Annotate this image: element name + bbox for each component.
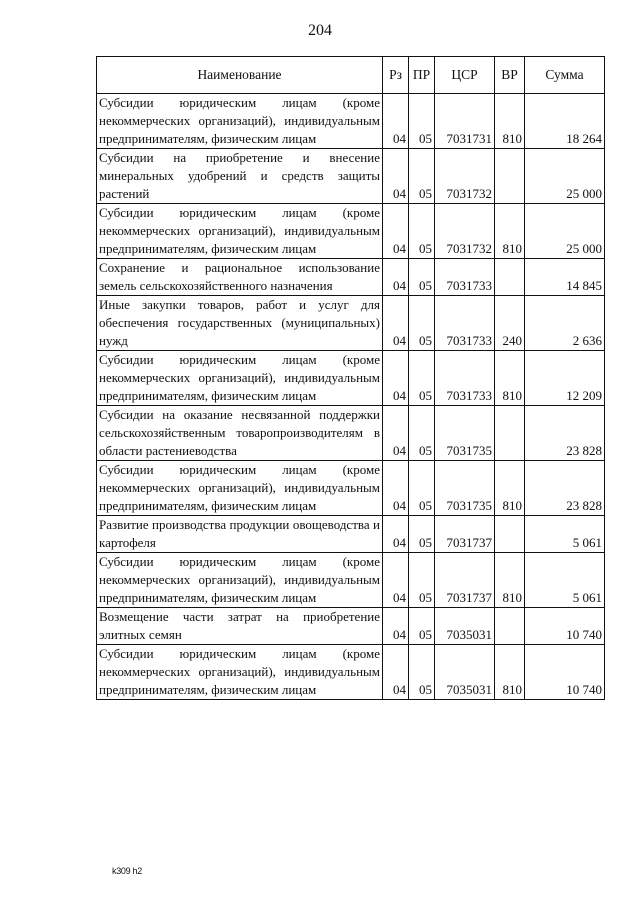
row-name: Субсидии на приобретение и внесение минеральных удобрений и средств защиты растений — [97, 149, 383, 204]
row-csr: 7031733 — [435, 259, 495, 296]
row-sum: 12 209 — [525, 351, 605, 406]
row-csr: 7035031 — [435, 608, 495, 645]
row-rz: 04 — [383, 296, 409, 351]
header-sum: Сумма — [525, 57, 605, 94]
row-vr: 810 — [495, 204, 525, 259]
row-name: Иные закупки товаров, работ и услуг для обеспечения государственных (муниципальных) нужд — [97, 296, 383, 351]
row-rz: 04 — [383, 351, 409, 406]
row-vr: 810 — [495, 351, 525, 406]
row-name: Развитие производства продукции овощеводства и картофеля — [97, 516, 383, 553]
row-rz: 04 — [383, 645, 409, 700]
table-row — [97, 351, 605, 406]
table-row — [97, 645, 605, 700]
row-rz: 04 — [383, 608, 409, 645]
row-vr: 810 — [495, 461, 525, 516]
row-vr — [495, 516, 525, 553]
row-sum: 5 061 — [525, 516, 605, 553]
row-vr: 810 — [495, 553, 525, 608]
row-csr: 7035031 — [435, 645, 495, 700]
row-rz: 04 — [383, 406, 409, 461]
row-pr: 05 — [409, 259, 435, 296]
row-vr: 810 — [495, 645, 525, 700]
row-sum: 25 000 — [525, 149, 605, 204]
table-row — [97, 406, 605, 461]
row-name: Субсидии юридическим лицам (кроме некоммерческих организаций), индивидуальным предпринимателям, физическим лицам — [97, 645, 383, 700]
row-name: Субсидии юридическим лицам (кроме некоммерческих организаций), индивидуальным предпринимателям, физическим лицам — [97, 461, 383, 516]
row-sum: 10 740 — [525, 645, 605, 700]
table-row — [97, 553, 605, 608]
row-pr: 05 — [409, 94, 435, 149]
row-sum: 23 828 — [525, 461, 605, 516]
table-row — [97, 94, 605, 149]
row-vr — [495, 608, 525, 645]
row-sum: 10 740 — [525, 608, 605, 645]
table-row — [97, 461, 605, 516]
row-vr — [495, 259, 525, 296]
page-number: 204 — [308, 22, 332, 39]
header-name: Наименование — [97, 57, 383, 94]
row-pr: 05 — [409, 351, 435, 406]
row-name: Возмещение части затрат на приобретение элитных семян — [97, 608, 383, 645]
row-pr: 05 — [409, 204, 435, 259]
row-csr: 7031732 — [435, 204, 495, 259]
row-pr: 05 — [409, 406, 435, 461]
row-rz: 04 — [383, 553, 409, 608]
row-csr: 7031737 — [435, 553, 495, 608]
row-csr: 7031732 — [435, 149, 495, 204]
row-rz: 04 — [383, 516, 409, 553]
row-name: Субсидии юридическим лицам (кроме некоммерческих организаций), индивидуальным предпринимателям, физическим лицам — [97, 351, 383, 406]
row-csr: 7031735 — [435, 461, 495, 516]
row-rz: 04 — [383, 259, 409, 296]
row-pr: 05 — [409, 461, 435, 516]
table-row — [97, 296, 605, 351]
header-vr: ВР — [495, 57, 525, 94]
header-rz: Рз — [383, 57, 409, 94]
table-row — [97, 608, 605, 645]
header-pr: ПР — [409, 57, 435, 94]
row-sum: 14 845 — [525, 259, 605, 296]
row-csr: 7031733 — [435, 296, 495, 351]
row-sum: 23 828 — [525, 406, 605, 461]
row-rz: 04 — [383, 94, 409, 149]
row-vr — [495, 406, 525, 461]
table-header-row — [97, 57, 605, 94]
budget-table — [96, 56, 605, 700]
row-name: Сохранение и рациональное использование земель сельскохозяйственного назначения — [97, 259, 383, 296]
row-vr: 240 — [495, 296, 525, 351]
table-row — [97, 259, 605, 296]
row-csr: 7031735 — [435, 406, 495, 461]
footer-code: k309 h2 — [112, 866, 142, 876]
row-rz: 04 — [383, 149, 409, 204]
row-sum: 2 636 — [525, 296, 605, 351]
row-pr: 05 — [409, 516, 435, 553]
header-csr: ЦСР — [435, 57, 495, 94]
row-csr: 7031733 — [435, 351, 495, 406]
row-pr: 05 — [409, 553, 435, 608]
row-rz: 04 — [383, 461, 409, 516]
row-csr: 7031737 — [435, 516, 495, 553]
row-name: Субсидии юридическим лицам (кроме некоммерческих организаций), индивидуальным предпринимателям, физическим лицам — [97, 553, 383, 608]
table-row — [97, 204, 605, 259]
table-row — [97, 149, 605, 204]
row-name: Субсидии юридическим лицам (кроме некоммерческих организаций), индивидуальным предпринимателям, физическим лицам — [97, 204, 383, 259]
row-vr: 810 — [495, 94, 525, 149]
row-sum: 18 264 — [525, 94, 605, 149]
row-pr: 05 — [409, 608, 435, 645]
row-name: Субсидии юридическим лицам (кроме некоммерческих организаций), индивидуальным предпринимателям, физическим лицам — [97, 94, 383, 149]
row-rz: 04 — [383, 204, 409, 259]
row-pr: 05 — [409, 645, 435, 700]
row-sum: 25 000 — [525, 204, 605, 259]
row-csr: 7031731 — [435, 94, 495, 149]
row-pr: 05 — [409, 296, 435, 351]
table-row — [97, 516, 605, 553]
row-pr: 05 — [409, 149, 435, 204]
row-vr — [495, 149, 525, 204]
row-sum: 5 061 — [525, 553, 605, 608]
row-name: Субсидии на оказание несвязанной поддержки сельскохозяйственным товаропроизводителям в области растениеводства — [97, 406, 383, 461]
